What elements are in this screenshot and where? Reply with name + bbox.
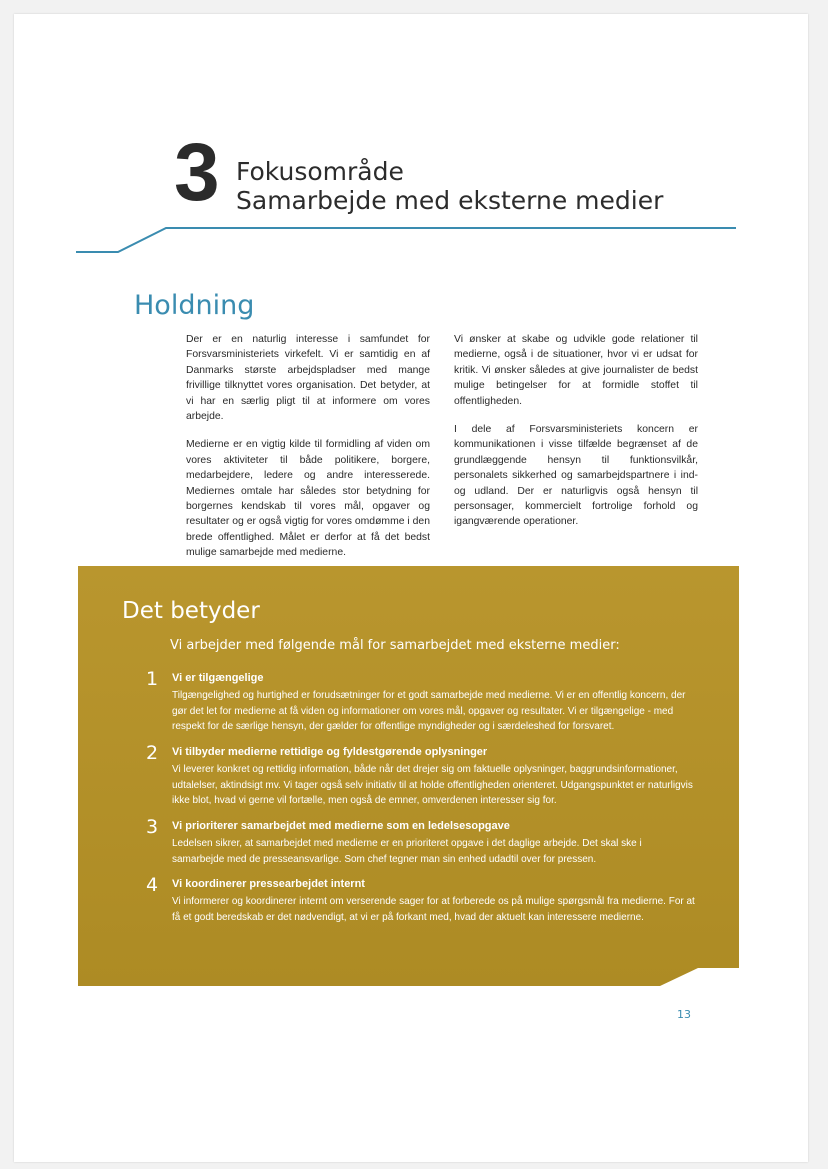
- goal-title: Vi koordinerer pressearbejdet internt: [172, 878, 365, 890]
- paragraph: Vi ønsker at skabe og udvikle gode relationer til medierne, også i de situationer, hvor vi er udsat for kritik. Vi ønsker således at give journalister de bedst mulige betingelser for at formidle stoffet til offentligheden.: [454, 334, 698, 407]
- goal-title: Vi er tilgængelige: [172, 672, 264, 684]
- chapter-label: Fokusområde: [236, 157, 404, 186]
- goal-number: 1: [146, 668, 159, 690]
- chapter-title: Samarbejde med eksterne medier: [236, 186, 664, 215]
- box-intro: Vi arbejder med følgende mål for samarbejdet med eksterne medier:: [170, 638, 620, 653]
- header-rule: [14, 14, 808, 274]
- goal-text: Tilgængelighed og hurtighed er forudsætninger for et godt samarbejde med medierne. Vi er en offentlig koncern, der gør det let for medierne at få viden og informationer om vores mål, opgaver og resultater. Vi er tilgængelige - med respekt for de særlige hensyn, der gælder for offentlige myndigheder og i særdeleshed for forsvaret.: [172, 690, 686, 733]
- goal-number: 2: [146, 742, 159, 764]
- left-column: [186, 332, 430, 574]
- paragraph: I dele af Forsvarsministeriets koncern er kommunikationen i visse tilfælde begrænset af de grundlæggende hensyn til funktionsvilkår, personalets sikkerhed og samarbejdspartnere i ind- og udland. Der er naturligvis også hensyn til personsager, kommercielt fortrolige forhold og igangværende operationer.: [454, 424, 698, 528]
- section-heading: Holdning: [134, 290, 255, 321]
- box-heading: Det betyder: [122, 598, 260, 624]
- goal-text: Vi leverer konkret og rettidig information, både når det drejer sig om faktuelle oplysninger, baggrundsinformationer, udtalelser, aktindsigt mv. Vi tager også selv initiativ til at holde offentligheden orienteret. Udgangspunktet er naturligvis ikke blot, hvad vi gerne vil fortælle, men også de emner, omverdenen interesser sig for.: [172, 764, 693, 807]
- goal-text: Ledelsen sikrer, at samarbejdet med medierne er en prioriteret opgave i det daglige arbejde. Det skal ske i samarbejde med de presseansvarlige. Som chef tegner man sin enhed udadtil over for pressen.: [172, 838, 642, 865]
- goal-title: Vi tilbyder medierne rettidige og fyldestgørende oplysninger: [172, 746, 488, 758]
- right-column: [454, 332, 698, 543]
- paragraph: Medierne er en vigtig kilde til formidling af viden om vores aktiviteter til både politikere, borgere, medarbejdere, ledere og andre interesserede. Mediernes omtale har således stor betydning for borgernes kendskab til vores mål, opgaver og resultater og er også vigtig for vores omdømme i den brede offentlighed. Målet er derfor at få det bedst mulige samarbejde med medierne.: [186, 439, 430, 559]
- paragraph: Der er en naturlig interesse i samfundet for Forsvarsministeriets virkefelt. Vi er samtidig en af Danmarks største arbejdspladser med mange frivillige tilknyttet vores organisation. Det betyder, at vi har en særlig pligt til at informere om vores arbejde.: [186, 334, 430, 423]
- goal-number: 4: [146, 874, 159, 896]
- chapter-number: 3: [174, 127, 220, 218]
- goal-text: Vi informerer og koordinerer internt om verserende sager for at forberede os på mulige spørgsmål fra medierne. For at få et godt beredskab er det nødvendigt, at vi er på forkant med, hvad der aktuelt kan interessere medierne.: [172, 896, 695, 923]
- page-number: 13: [677, 1008, 691, 1021]
- goal-title: Vi prioriterer samarbejdet med medierne som en ledelsesopgave: [172, 820, 510, 832]
- goal-number: 3: [146, 816, 159, 838]
